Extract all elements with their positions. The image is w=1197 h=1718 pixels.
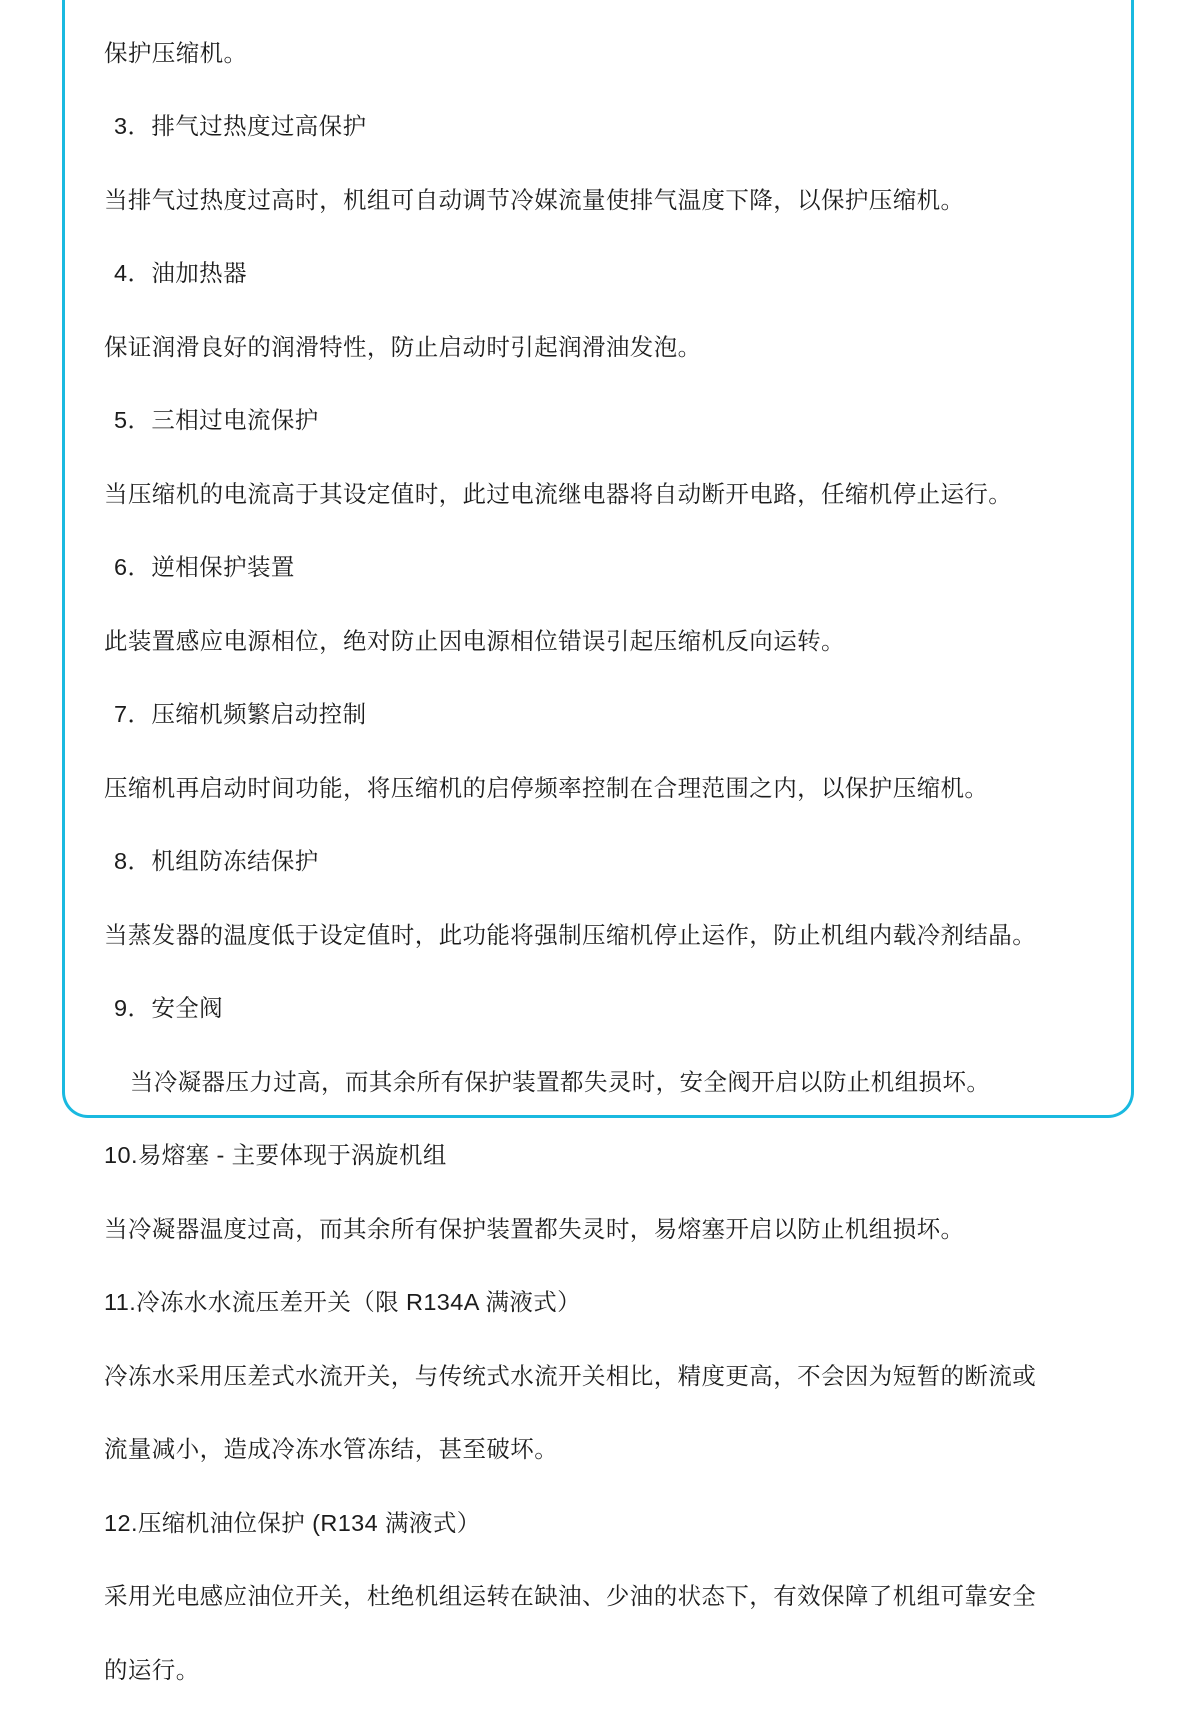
text-line: 保护压缩机。 (104, 39, 248, 66)
feature-heading-10: 10.易熔塞 - 主要体现于涡旋机组 (104, 1142, 447, 1168)
feature-heading-8: 8．机组防冻结保护 (114, 848, 319, 874)
feature-heading-5: 5．三相过电流保护 (114, 407, 319, 433)
protection-feature-list (104, 0, 1094, 1718)
text-line: 此装置感应电源相位，绝对防止因电源相位错误引起压缩机反向运转。 (104, 627, 845, 654)
text-line: 当排气过热度过高时，机组可自动调节冷媒流量使排气温度下降，以保护压缩机。 (104, 186, 965, 213)
text-line: 的运行。 (104, 1656, 200, 1683)
text-line: 当冷凝器压力过高，而其余所有保护装置都失灵时，安全阀开启以防止机组损坏。 (116, 1068, 991, 1095)
text-line: 当蒸发器的温度低于设定值时，此功能将强制压缩机停止运作，防止机组内载冷剂结晶。 (104, 921, 1037, 948)
feature-heading-4: 4．油加热器 (114, 260, 247, 286)
text-line: 压缩机再启动时间功能，将压缩机的启停频率控制在合理范围之内，以保护压缩机。 (104, 774, 989, 801)
feature-heading-6: 6．逆相保护装置 (114, 554, 295, 580)
text-line: 保证润滑良好的润滑特性，防止启动时引起润滑油发泡。 (104, 333, 702, 360)
text-line: 流量减小，造成冷冻水管冻结，甚至破坏。 (104, 1436, 559, 1462)
text-line: 当冷凝器温度过高，而其余所有保护装置都失灵时，易熔塞开启以防止机组损坏。 (104, 1215, 965, 1242)
feature-heading-3: 3．排气过热度过高保护 (114, 113, 367, 139)
feature-heading-9: 9．安全阀 (114, 995, 224, 1021)
text-line: 冷冻水采用压差式水流开关，与传统式水流开关相比，精度更高，不会因为短暂的断流或 (104, 1362, 1037, 1389)
text-line: 采用光电感应油位开关，杜绝机组运转在缺油、少油的状态下，有效保障了机组可靠安全 (104, 1583, 1037, 1609)
feature-heading-12: 12.压缩机油位保护 (R134 满液式） (104, 1509, 481, 1536)
feature-heading-11: 11.冷冻水水流压差开关（限 R134A 满液式） (104, 1289, 582, 1315)
feature-heading-7: 7．压缩机频繁启动控制 (114, 701, 367, 727)
text-line: 当压缩机的电流高于其设定值时，此过电流继电器将自动断开电路，任缩机停止运行。 (104, 480, 1013, 507)
